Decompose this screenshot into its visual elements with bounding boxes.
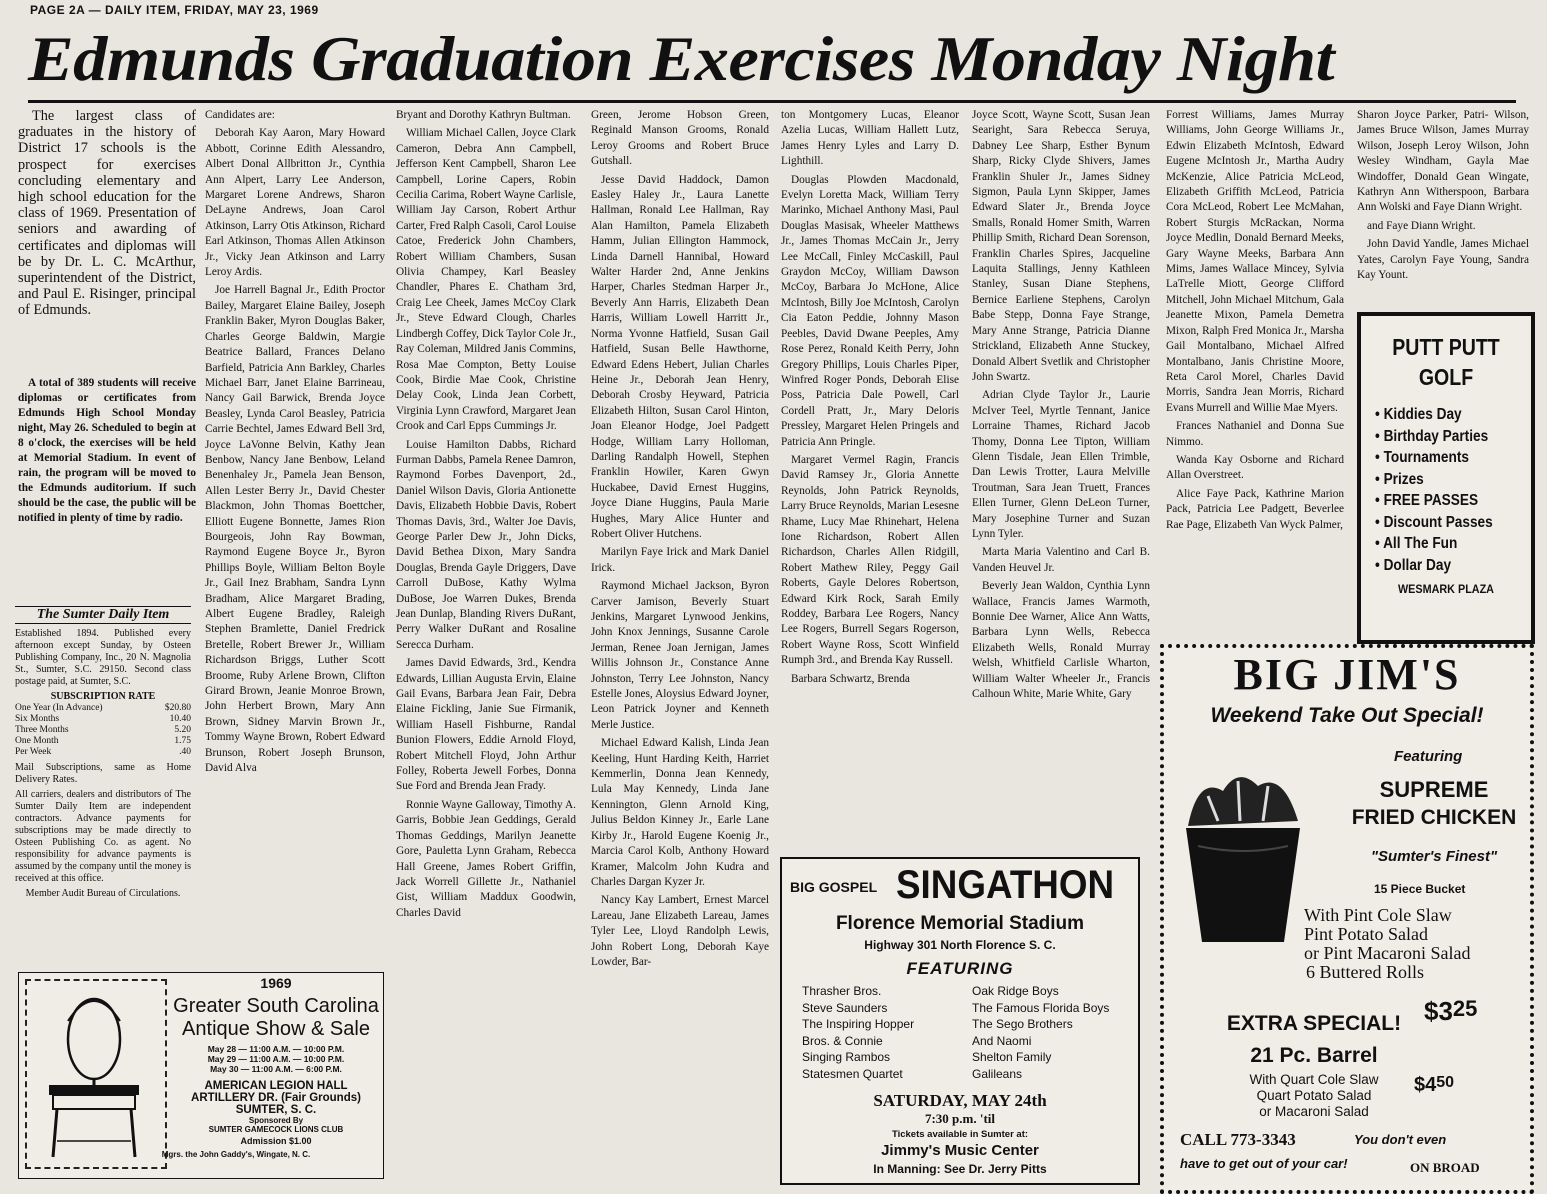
rate-label: Per Week	[15, 747, 52, 757]
putt-feature: • Dollar Day	[1375, 556, 1452, 574]
rate-label: One Year (In Advance)	[15, 703, 103, 713]
rate-row	[15, 703, 191, 714]
bigjim-call: CALL 773-3343	[1180, 1130, 1296, 1149]
antique-admission: Admission $1.00	[240, 1136, 312, 1146]
putt-feature-text: Discount Passes	[1383, 513, 1493, 531]
singa-store: Jimmy's Music Center	[881, 1142, 1039, 1159]
singa-highway: Highway 301 North Florence S. C.	[864, 938, 1056, 952]
bigjim-finest: "Sumter's Finest"	[1370, 848, 1498, 865]
masthead-box	[15, 606, 191, 900]
column-paragraph: Marilyn Faye Irick and Mark Daniel Irick.	[591, 546, 769, 574]
rate-price: .40	[179, 747, 191, 757]
bigjim-price-1	[1424, 996, 1477, 1027]
bigjim-barrel: 21 Pc. Barrel	[1250, 1044, 1378, 1067]
putt-feature: • Kiddies Day	[1375, 406, 1462, 423]
names-column-2	[396, 108, 576, 1183]
names-column-1	[205, 108, 385, 948]
rate-heading: SUBSCRIPTION RATE	[50, 691, 156, 702]
singa-performer: And Naomi	[972, 1033, 1032, 1048]
singa-tickets: Tickets available in Sumter at:	[891, 1129, 1029, 1140]
column-paragraph: Deborah Kay Aaron, Mary Howard Abbott, Corinne Edith Alessandro, Albert Donal Allbritton Jr., Cynthia Ann Alpert, Larry Lee Anderson, Margaret Lorene Andrews, Sharon DeLayne Andrews, Joan Carol Atkinson, Larry Otis Atkinson, Richard Earl Atkinson, Thomas Allen Atkinson Jr., Vicky Jean Atkinson and Larry Leroy Ardis.	[205, 127, 385, 279]
singa-date: SATURDAY, MAY 24th	[873, 1091, 1047, 1110]
column-paragraph: Louise Hamilton Dabbs, Richard Furman Dabbs, Pamela Renee Damron, Raymond Forbes Davenport, 2d., Daniel Wilson Davis, Gloria Antionette Davis, Elizabeth Hobbie Davis, Robert Thomas Davis, 3rd., Walter Joe Davis, George Parler Dew Jr., John Dicks, David Bethea Dixon, Mary Sandra Douglas, Brenda Gayle Driggers, Dave Carroll DuBose, Kathy Wylma DuBose, Joe Warren Dukes, Brenda Jean Dunlap, Blanding Rivers DuRant, Perry Walker DuRant and Rosaline Serecca Durham.	[396, 438, 576, 651]
singathon-ad	[780, 857, 1140, 1185]
antique-show-ad	[18, 972, 384, 1179]
bigjim-name: BIG JIM'S	[1233, 650, 1461, 699]
masthead-audit: Member Audit Bureau of Circulations.	[25, 888, 181, 899]
rate-row	[15, 725, 191, 736]
putt-feature-text: Dollar Day	[1383, 556, 1452, 574]
rate-label: One Month	[15, 736, 59, 746]
bigjim-side: 6 Buttered Rolls	[1306, 962, 1424, 982]
putt-feature-text: Prizes	[1383, 470, 1424, 488]
bigjim-tagline: Weekend Take Out Special!	[1210, 704, 1484, 727]
antique-city: SUMTER, S. C.	[235, 1104, 317, 1116]
bigjim-side: With Pint Cole Slaw	[1304, 905, 1452, 925]
column-paragraph: Bryant and Dorothy Kathryn Bultman.	[396, 109, 571, 121]
bigjim-side: Pint Potato Salad	[1304, 924, 1429, 944]
headline: Edmunds Graduation Exercises Monday Night	[28, 23, 1335, 94]
masthead-mail: Mail Subscriptions, same as Home Delivery Rates.	[15, 762, 191, 785]
bigjim-dont: You don't even	[1354, 1132, 1447, 1147]
antique-street: ARTILLERY DR. (Fair Grounds)	[191, 1092, 361, 1104]
masthead-carriers: All carriers, dealers and distributors of The Sumter Daily Item are independent contractors. Advance payments for subscriptions may be made directly to Osteen Publishing Co. as agent. No responsibility for advance payments is assumed by the company until the money is received at this office.	[15, 789, 191, 884]
column-paragraph: Barbara Schwartz, Brenda	[791, 672, 910, 685]
putt-title	[1374, 332, 1519, 392]
singa-performer: Bros. & Connie	[802, 1033, 883, 1048]
rate-row	[15, 747, 191, 758]
column-paragraph: Wanda Kay Osborne and Richard Allan Overstreet.	[1166, 453, 1344, 482]
putt-feature-text: FREE PASSES	[1383, 492, 1479, 509]
putt-feature: • Discount Passes	[1375, 513, 1493, 531]
bigjim-barrel-side: Quart Potato Salad	[1256, 1088, 1372, 1103]
antique-text	[161, 973, 383, 1159]
column-paragraph: Jesse David Haddock, Damon Easley Haley Jr., Laura Lanette Hallman, Ronald Lee Hallman, Ray Alan Hamilton, Pamela Elizabeth Hamm, Julian Ellington Hammock, Linda Darnell Hannibal, Howard Walter Harder 2nd, Anne Jenkins Harper, Charles Stedman Harper Jr., Beverly Ann Harris, Elizabeth Dean Harris, William Lowell Harritt Jr., Norma Yvonne Hatfield, Susan Gail Hatfield, Susan Belle Hawthorne, Edward Edens Hebert, Julian Charles Heine Jr., Deborah Jean Henry, Deborah Crosby Heyward, Patricia Elizabeth Hilton, Susan Carol Hinton, Joan Eleanor Hodge, Joel Padgett Hodge, William Larry Holloman, Darling Randalph Howell, Stephen Franklin Howiler, Karen Gwyn Huckabee, David Ernest Huggins, Joyce Diane Huggins, Paula Marie Hughes, Mary Alice Hunter and Robert Oliver Hutchens.	[591, 173, 769, 540]
names-column-5	[972, 108, 1150, 848]
column-paragraph: Frances Nathaniel and Donna Sue Nimmo.	[1166, 420, 1344, 448]
chicken-bucket-icon	[1178, 766, 1308, 946]
antique-date: May 28 — 11:00 A.M. — 10:00 P.M.	[207, 1044, 345, 1054]
antique-hall: AMERICAN LEGION HALL	[204, 1080, 348, 1092]
rate-price: 10.40	[169, 714, 191, 724]
column-paragraph: Beverly Jean Waldon, Cynthia Lynn Wallace, Francis James Warmoth, Bonnie Dee Warner, Alice Ann Watts, Barbara Lynn Wells, Rebecca Elizabeth Wells, Ronald Murray Welsh, Whitfield Carlisle Wharton, William Walter Wheeler Jr., Francis Calhoun White, Marie White, Gary	[972, 580, 1150, 701]
column-paragraph: William Michael Callen, Joyce Clark Cameron, Debra Ann Campbell, Jefferson Kent Campbell, Sharon Lee Campbell, Lorine Capers, Robin Cecilia Carima, Robert Wayne Carlisle, William Jay Carson, Robert Arthur Carter, Fred Ralph Casoli, Carol Louise Catoe, Frederick John Chambers, Robert William Chambers, Susan Olivia Champey, Karl Beasley Chandler, Phares E. Chatham 3rd, Craig Lee Cheek, James McCoy Clark Jr., Steve Edward Clough, Charles Lindbergh Coffey, Dick Taylor Cole Jr., Ray Coleman, Mildred Janis Commins, Rosa Mae Compton, Betty Louise Cook, Birdie Mae Cook, Christine Delay Cook, Linda Jean Corbett, Virginia Lynn Crawford, Margaret Jean Crook and Carl Epps Cummings Jr.	[396, 127, 576, 433]
antique-date: May 30 — 11:00 A.M. — 6:00 P.M.	[210, 1064, 342, 1074]
rate-price: 1.75	[174, 736, 191, 746]
bigjim-bucket: 15 Piece Bucket	[1374, 882, 1466, 896]
column-paragraph: Forrest Williams, James Murray Williams, John George Williams Jr., Edwin Elizabeth McIntosh, Edward Eugene McIntosh Jr., Martha Audry McKenzie, Alice Patricia McLeod, Elizabeth Griffith McLeod, Patricia Cora McLeod, Robert Lee McMahan, Robert Sturgis McRackan, Norma Joyce Medlin, Donald Bernard Meeks, Gary Wayne Meeks, Barbara Ann Mims, James Wallace Mincey, Sylvia LaTrelle Miott, George Clifford Mitchell, John Michael Mitchum, Gala Jeanette Mixon, Pamela Demetra Mixon, Ralph Fred Monica Jr., Marsha Gail Montalbano, Michael Alfred Montalbano, Janis Christine Moore, Reta Carol Morel, Charles David Morris, Sandra Jean Morris, Richard Evans Murrell and Willie Mae Myers.	[1166, 109, 1344, 414]
column-paragraph: Green, Jerome Hobson Green, Reginald Manson Grooms, Ronald Leroy Grooms and Robert Bruce Gutshall.	[591, 109, 769, 168]
column-paragraph: and Faye Diann Wright.	[1367, 219, 1476, 232]
antique-date: May 29 — 11:00 A.M. — 10:00 P.M.	[207, 1054, 345, 1064]
bigjim-price-1-dollars: $3	[1424, 996, 1453, 1026]
column-paragraph: Ronnie Wayne Galloway, Timothy A. Garris, Bobbie Jean Geddings, Gerald Thomas Geddings, Marilyn Jeanette Gore, Pauletta Lynn Graham, Rebecca Hall Greene, James Robert Griffin, Jack Worrell Gillette Jr., Nathaniel Gist, William Maddux Goodwin, Charles David	[396, 798, 576, 919]
headline-rule	[28, 100, 1516, 103]
column-paragraph: ton Montgomery Lucas, Eleanor Azelia Lucas, William Hallett Lutz, James Henry Lyles and Larry D. Lighthill.	[781, 109, 959, 168]
putt-plaza: WESMARK PLAZA	[1397, 582, 1494, 596]
lede-paragraph-2: A total of 389 students will receive diplomas or certificates from Edmunds High School Monday night, May 26. Scheduled to begin at 8 o'clock, the exercises will be held at Memorial Stadium. In event of rain, the program will be moved to the Edmunds auditorium. If such should be the case, the public will be notified in plenty of time by radio.	[18, 377, 196, 524]
bigjim-sides	[1304, 906, 1470, 982]
column-paragraph: Margaret Vermel Ragin, Francis David Ramsey Jr., Gloria Annette Reynolds, John Patrick Reynolds, Larry Bruce Reynolds, Marian Lesesne Rhame, Lucy Mae Rhinehart, Helena Ione Richardson, Robert Allen Richardson, Charles Allen Ridgill, Robert Mathew Riley, Peggy Gail Roberts, Gayle Delores Robertson, Edward Kirk Rock, Sarah Emily Roddey, Barbara Lee Rogers, Nancy Lee Rogers, Burrell Segars Rogerson, Robert Wayne Ross, Scott Winfield Rumph 3rd., and Brenda Kay Russell.	[781, 453, 959, 667]
putt-feature-text: Birthday Parties	[1383, 427, 1489, 445]
putt-feature-text: Kiddies Day	[1383, 406, 1462, 423]
antique-title-1: Greater South Carolina	[173, 995, 379, 1017]
column-paragraph: Sharon Joyce Parker, Patri- Wilson, James Bruce Wilson, James Murray Wilson, Joseph Leroy Wilson, John Wesley Windham, Gayla Mae Windoffer, Donald Gean Wingate, Kathryn Ann Witherspoon, Barbara Ann Wolski and Faye Diann Wright.	[1357, 109, 1529, 214]
bigjim-price-2	[1414, 1074, 1454, 1097]
putt-feature-text: Tournaments	[1383, 449, 1469, 466]
singa-right-list	[972, 983, 1109, 1082]
bigjim-car: have to get out of your car!	[1180, 1156, 1348, 1171]
singa-time: 7:30 p.m. 'til	[924, 1111, 996, 1126]
column-paragraph: John David Yandle, James Michael Yates, Carolyn Faye Young, Sandra Kay Yount.	[1357, 238, 1529, 282]
singa-performer: Galileans	[972, 1066, 1023, 1081]
column-paragraph: Alice Faye Pack, Kathrine Marion Pack, Patricia Lee Padgett, Beverlee Rae Page, Elizabeth Van Wyck Palmer,	[1166, 487, 1344, 531]
putt-feature-text: All The Fun	[1383, 535, 1458, 552]
singa-performer: Oak Ridge Boys	[972, 984, 1059, 998]
antique-year: 1969	[260, 975, 292, 991]
rate-price: 5.20	[174, 725, 191, 735]
rate-row	[15, 736, 191, 747]
column-paragraph: Candidates are:	[205, 109, 275, 121]
names-column-4	[781, 108, 959, 848]
singa-title: SINGATHON	[896, 863, 1115, 907]
singa-performer: Singing Rambos	[802, 1050, 891, 1064]
singa-left-list	[802, 983, 914, 1082]
column-paragraph: Adrian Clyde Taylor Jr., Laurie McIver Teel, Myrtle Tennant, Janice Lorraine Thames, Richard Jacob Thomy, Donna Lee Tipton, William Glenn Tisdale, Jean Ellen Trimble, Dan Lewis Trotter, Laura Melville Troutman, Sara Jean Truett, Frances Ellen Turner, Glenn DeLeon Turner, Mary Josephine Turner and Suzan Lynn Tyler.	[972, 389, 1150, 540]
bigjim-barrel-side: or Macaroni Salad	[1259, 1104, 1369, 1119]
lede-column-2	[18, 376, 196, 576]
rate-price: $20.80	[164, 703, 191, 713]
ad-border	[25, 979, 167, 1169]
masthead-established: Established 1894. Published every afternoon except Sunday, by Osteen Publishing Company, Inc., 20 N. Magnolia St., Sumter, S.C. 29150. Second class postage paid, at Sumter, S.C.	[15, 628, 191, 687]
page-folio: PAGE 2A — DAILY ITEM, FRIDAY, MAY 23, 1969	[30, 3, 319, 17]
bigjim-price-1-cents: 25	[1452, 996, 1478, 1021]
rate-label: Three Months	[15, 725, 69, 735]
singa-featuring: FEATURING	[906, 959, 1014, 978]
column-paragraph: James David Edwards, 3rd., Kendra Edwards, Lillian Augusta Ervin, Elaine Gail Evans, Barbara Jean Fair, Debra Elaine Fickling, Janie Sue Firmanik, William Hasell Fishburne, Randal Bunion Flowers, Eddie Arnold Floyd, Robert Mitchell Floyd, John Arthur Folley, Roberta Jewell Forbes, Donna Sue Ford and Brenda Jean Frady.	[396, 657, 576, 793]
antique-title-2: Antique Show & Sale	[182, 1018, 370, 1040]
lede-column	[18, 108, 196, 408]
rate-row	[15, 714, 191, 725]
antique-mgrs: Mgrs. the John Gaddy's, Wingate, N. C.	[161, 1150, 311, 1159]
column-paragraph: Joyce Scott, Wayne Scott, Susan Jean Searight, Sara Rebecca Seruya, Dabney Lee Sharp, Esther Bynum Sharp, Ricky Clyde Shivers, James Franklin Shuler Jr., James Sidney Sigmon, Paula Lynn Skipper, James Edward Slater Jr., Brenda Joyce Smalls, Ronald Homer Smith, Warren Phillip Smith, Richard Dean Sorenson, Franklin Charles Spires, Jacqueline Laquita Stallings, Jenny Kathleen Stanley, Susan Diane Stephens, Bernice Earliene Stephens, Carolyn Babe Stepp, Donna Faye Strange, Mary Anne Strange, Patricia Dianne Strickland, Elizabeth Anne Stuckey, Donald Albert Svetlik and Christopher John Swartz.	[972, 109, 1150, 383]
masthead-title: The Sumter Daily Item	[15, 606, 191, 624]
column-paragraph: Marta Maria Valentino and Carl B. Vanden Heuvel Jr.	[972, 546, 1150, 574]
bigjim-barrel-side: With Quart Cole Slaw	[1249, 1072, 1379, 1087]
rate-label: Six Months	[15, 714, 60, 724]
bigjim-dish-1: SUPREME	[1379, 777, 1489, 802]
singa-performer: The Sego Brothers	[972, 1017, 1073, 1031]
antique-sponsor: Sponsored By	[248, 1116, 304, 1125]
putt-putt-ad	[1357, 312, 1535, 644]
putt-title-2: GOLF	[1418, 364, 1474, 390]
antique-table-icon	[27, 981, 161, 1163]
column-paragraph: Raymond Michael Jackson, Byron Carver Jamison, Beverly Stuart Jenkins, Margaret Lynwood Jenkins, John Knox Jennings, Susanne Carole Jerman, Renee Joan Jernigan, James Willis Johnson Jr., Constance Anne Johnston, Terry Lee Johnston, Nancy Estelle Jones, Aloysius Edward Joyner, Leon Patrick Joyner and Kenneth Merle Justice.	[591, 580, 769, 731]
putt-feature: • All The Fun	[1375, 535, 1458, 552]
singa-manning: In Manning: See Dr. Jerry Pitts	[873, 1162, 1047, 1176]
column-paragraph: Michael Edward Kalish, Linda Jean Keeling, Hunt Harding Keith, Harriet Kemmerlin, Donna Jean Kennedy, Lula May Kennedy, Linda Jane Kennington, Glenn Arnold King, Julius Beldon Kinney Jr., Earle Lane Kirby Jr., Harold Eugene Koenig Jr., Marcia Carol Kolb, Anthony Howard Kramer, Malcolm John Kudra and Charles Dargan Kyzer Jr.	[591, 737, 769, 888]
singa-performer: Statesmen Quartet	[802, 1066, 903, 1081]
singa-performer: Thrasher Bros.	[802, 984, 882, 998]
chicken-bucket-svg	[1178, 766, 1308, 946]
singa-performer: The Famous Florida Boys	[972, 1000, 1110, 1015]
bigjim-featuring: Featuring	[1394, 748, 1463, 765]
bigjim-price-2-cents: 50	[1436, 1074, 1455, 1091]
column-paragraph: Nancy Kay Lambert, Ernest Marcel Lareau, Jane Elizabeth Lareau, James Tyler Lee, Lloyd Randolph Lewis, John Robert Long, Deborah Kaye Lowder, Bar-	[591, 894, 769, 968]
putt-feature: • FREE PASSES	[1375, 492, 1479, 509]
singa-stadium: Florence Memorial Stadium	[835, 913, 1085, 934]
singa-performer: Steve Saunders	[802, 1000, 888, 1015]
putt-title-1: PUTT PUTT	[1392, 334, 1500, 360]
putt-feature-list	[1361, 404, 1531, 576]
bigjim-extra: EXTRA SPECIAL!	[1226, 1012, 1402, 1035]
column-paragraph: Joe Harrell Bagnal Jr., Edith Proctor Bailey, Margaret Elaine Bailey, Joseph Franklin Baker, Myron Douglas Baker, Charles George Baldwin, Margie Beatrice Ballard, Frances Delano Barfield, Patricia Ann Barkley, Charles Michael Barr, Janet Elaine Barrineau, Nancy Gail Barwick, Brenda Joyce Beasley, Lynda Carol Beasley, Patricia Carrie Bechtel, James Edward Bell 3rd, Joyce LaVonne Belvin, Kathy Jean Benbow, Nancy Jane Benbow, Leland Benenhaley Jr., Pamela Jean Benson, Allen Lester Berry Jr., David Chester Blackmon, John Thomas Boettcher, Elliott Eugene Bonnette, James Rion Bourgeois, John Ray Bowman, Raymond Eugene Boyce Jr., Byron Phillips Boyle, William Belton Boyle Jr., Gail Inez Brabham, Sandra Lynn Bradham, Alice Margaret Brading, Albert Eugene Bradley, Raleigh Stephen Bramlette, Daniel Fredrick Bretelle, Robert Brewer Jr., William Richardson Briggs, Luther Scott Broome, Ruby Arlene Brown, Clifton Girard Brown, Jeanie Monroe Brown, John Herbert Brown, Mary Ann Brown, Sidney Marvin Brown Jr., Tommy Wayne Brown, Robert Edward Brunson, Robert Joseph Brunson, David Alva	[205, 284, 385, 775]
lede-paragraph: The largest class of graduates in the history of District 17 schools is the prospect for exercises concluding elementary and high school education for the class of 1969. Presentation of seniors and awarding of certificates and diplomas will be by Dr. L. C. McArthur, superintendent of the District, and Paul E. Risinger, principal of Edmunds.	[18, 108, 196, 319]
putt-feature: • Birthday Parties	[1375, 427, 1489, 445]
bigjim-barrel-sides	[1224, 1072, 1404, 1120]
singa-big: BIG GOSPEL	[790, 879, 878, 895]
putt-feature: • Prizes	[1375, 470, 1424, 488]
bigjim-price-2-dollars: $4	[1414, 1074, 1437, 1096]
names-column-6	[1166, 108, 1344, 638]
bigjim-dish	[1344, 776, 1524, 832]
singa-performer: The Inspiring Hopper	[802, 1017, 915, 1031]
names-column-7	[1357, 108, 1529, 308]
names-column-3	[591, 108, 769, 1183]
antique-club: SUMTER GAMECOCK LIONS CLUB	[208, 1125, 344, 1134]
bigjim-broad: ON BROAD	[1410, 1160, 1480, 1175]
singa-performer: Shelton Family	[972, 1050, 1052, 1064]
big-jims-ad	[1160, 644, 1534, 1194]
bigjim-dish-2: FRIED CHICKEN	[1351, 806, 1517, 829]
bigjim-side: or Pint Macaroni Salad	[1304, 943, 1471, 963]
putt-feature: • Tournaments	[1375, 449, 1469, 466]
column-paragraph: Douglas Plowden Macdonald, Evelyn Loretta Mack, William Terry Marinko, Michael Anthony Masi, Paul Douglas Masisak, Wheeler Matthews Jr., James Thomas McCain Jr., Jerry Lee McCall, Finley McCaskill, Paul Graydon McCoy, William Dawson McCoy, Barbara Jo McHone, Alice McIntosh, Billy Joe McIntosh, Carolyn Cia Eaton Peddie, Johnny Mason Peebles, David Dwane Peeples, Amy Rose Perez, Ronald Keith Perry, John Gregory Phillips, Louis Charles Piper, Winfred Roger Ponds, Deborah Elise Poss, Patricia Dale Powell, Carl Cordell Pratt, Jr., Mary Deloris Pressley, Margaret Helen Pringels and Patricia Ann Pringle.	[781, 173, 959, 448]
